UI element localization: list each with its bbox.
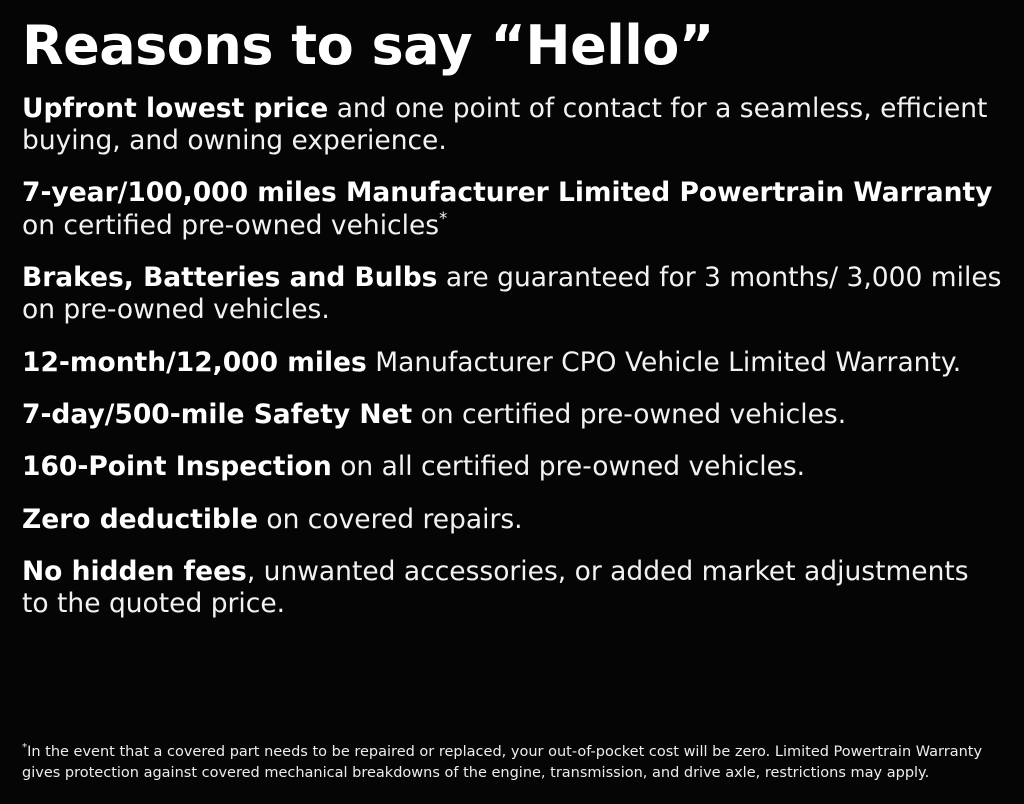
reason-rest: , unwanted accessories, or added market adjustments to the quoted price. [22,555,969,620]
reason-rest: are guaranteed for 3 months/ 3,000 miles on pre-owned vehicles. [22,262,1002,326]
reason-lead: Zero deductible [22,503,258,535]
reasons-list [22,93,1002,621]
reason-rest: on certified pre-owned vehicles [22,209,440,241]
list-item [22,399,1002,431]
list-item [22,93,1002,158]
reason-lead: Upfront lowest price [22,92,329,124]
list-item [22,451,1002,483]
list-item [22,556,1002,621]
footnote-marker: * [22,742,28,754]
footnote-text: In the event that a covered part needs to be repaired or replaced, your out-of-pocket cost will be zero. Limited Powertrain Warranty gives protection against covered mechanical breakdowns of the engine, transmission, and drive axle, restrictions may apply. [22,743,983,781]
list-item [22,347,1002,379]
reason-lead: 160-Point Inspection [22,451,332,483]
footnote [22,742,1002,784]
list-item [22,504,1002,536]
reason-superscript: * [439,208,448,228]
reason-rest: on certified pre-owned vehicles. [412,398,847,430]
reason-lead: Brakes, Batteries and Bulbs [22,262,438,293]
reason-rest: on covered repairs. [257,503,523,535]
reason-rest: on all certified pre-owned vehicles. [331,451,806,483]
reason-lead: No hidden fees [22,555,247,587]
page-title: Reasons to say “Hello” [22,14,714,77]
list-item [22,262,1002,327]
reason-rest: and one point of contact for a seamless, efficient buying, and owning experience. [22,92,988,157]
reason-lead: 12-month/12,000 miles [22,346,367,378]
list-item [22,177,1002,242]
reason-lead: 7-year/100,000 miles Manufacturer Limited Powertrain Warranty [22,177,993,209]
reason-lead: 7-day/500-mile Safety Net [22,398,413,430]
reason-rest: Manufacturer CPO Vehicle Limited Warranty. [366,346,962,378]
